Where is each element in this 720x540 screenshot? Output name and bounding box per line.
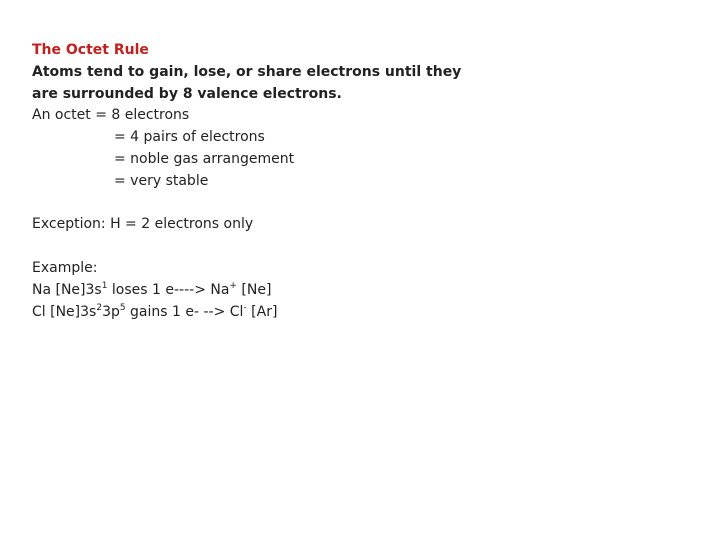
- exception-line: Exception: H = 2 electrons only: [32, 216, 254, 233]
- slide-title: The Octet Rule: [32, 42, 149, 58]
- na-product-config: [Ne]: [236, 281, 272, 298]
- intro-line-1: Atoms tend to gain, lose, or share electrons until they: [32, 63, 462, 80]
- example-chlorine: [32, 302, 692, 324]
- cl-config-p: 3p: [102, 303, 120, 320]
- octet-equivalent-pairs: = 4 pairs of electrons: [114, 129, 265, 146]
- na-ion-charge: +: [229, 280, 237, 291]
- octet-equivalent-noble-gas: = noble gas arrangement: [114, 150, 295, 167]
- cl-superscript-1: 2: [96, 302, 103, 313]
- intro-line-2: are surrounded by 8 valence electrons.: [32, 85, 342, 102]
- na-reaction: loses 1 e----> Na: [107, 281, 230, 298]
- cl-superscript-2: 5: [119, 302, 126, 313]
- example-sodium: [32, 280, 692, 302]
- cl-ion-charge: -: [243, 302, 247, 313]
- cl-product-config: [Ar]: [246, 303, 278, 320]
- na-config: Na [Ne]3s: [32, 281, 102, 298]
- spacer: [32, 236, 692, 258]
- cl-config: Cl [Ne]3s: [32, 303, 97, 320]
- slide-content: [32, 40, 692, 323]
- na-superscript-1: 1: [101, 280, 108, 291]
- octet-equivalent-stable: = very stable: [114, 172, 209, 189]
- example-heading: Example:: [32, 259, 98, 276]
- cl-reaction: gains 1 e- --> Cl: [125, 303, 244, 320]
- octet-definition: An octet = 8 electrons: [32, 107, 190, 124]
- spacer: [32, 193, 692, 215]
